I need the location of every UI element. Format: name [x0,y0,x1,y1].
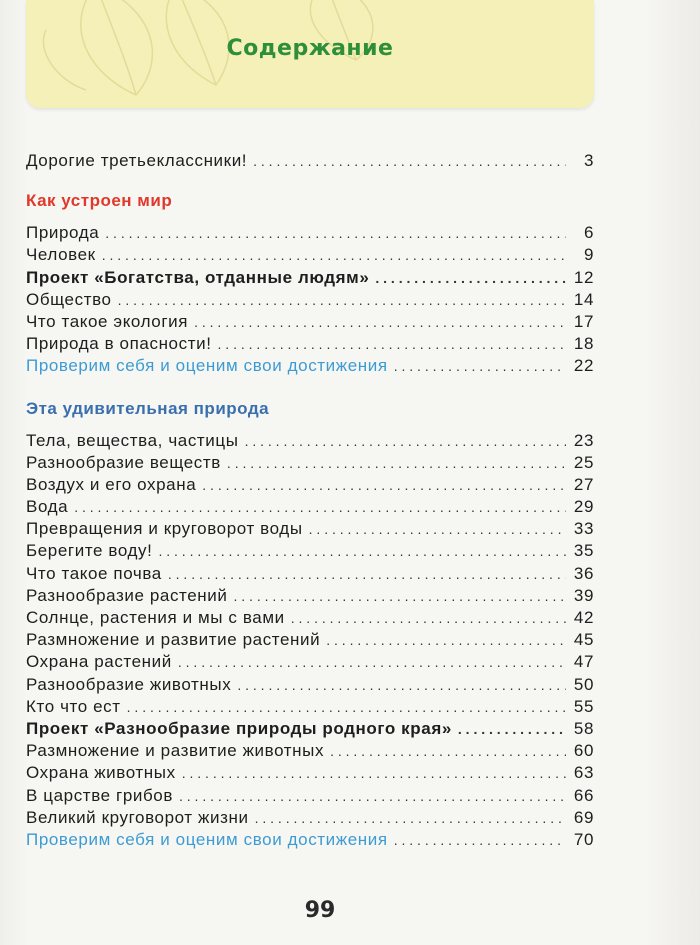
dot-leader [291,607,566,629]
toc-entry-label: В царстве грибов [26,785,173,805]
toc-entry [26,607,594,629]
section-heading-nature: Эта удивительная природа [26,398,270,418]
toc-entry [26,540,594,562]
toc-entry-page: 14 [573,289,594,309]
dot-leader [237,674,566,696]
toc-entry-label: Разнообразие веществ [26,452,221,472]
toc-entry-label: Охрана растений [26,652,172,672]
dot-leader [227,452,566,474]
dot-leader [202,474,566,496]
toc-entry-page: 29 [573,497,594,517]
toc-entry-label: Природа в опасности! [26,334,212,354]
dot-leader [394,829,566,851]
dot-leader [194,311,566,333]
toc-entry [26,452,594,474]
toc-entry [26,333,594,355]
toc-entry-intro [26,150,594,172]
toc-entry-label: Разнообразие животных [26,674,232,694]
toc-entry-review [26,829,594,851]
dot-leader [178,651,566,673]
toc-entry-project [26,718,594,740]
page-number: 99 [304,898,336,923]
toc-entry [26,518,594,540]
toc-entry-page: 27 [573,474,594,494]
dot-leader [255,807,566,829]
section-heading-world: Как устроен мир [26,191,173,211]
toc-entry-page: 33 [573,519,594,539]
dot-leader [253,150,566,172]
toc-entry-label: Великий круговорот жизни [26,807,249,827]
dot-leader [309,518,566,540]
toc-entry-page: 22 [573,356,594,376]
dot-leader [102,244,566,266]
toc-entry-page: 70 [573,829,594,849]
toc-entry [26,785,594,807]
toc-entry [26,696,594,718]
toc-entry [26,430,594,452]
toc-entry-label: Солнце, растения и мы с вами [26,608,285,627]
toc-entry [26,629,594,651]
toc-entry [26,740,594,762]
dot-leader [127,696,566,718]
toc-entry [26,244,594,266]
header-band [26,0,594,108]
toc-entry-label: Проверим себя и оценим свои достижения [26,356,388,376]
toc-entry [26,807,594,829]
toc-entry-label: Размножение и развитие животных [26,741,325,761]
dot-leader [168,563,566,585]
dot-leader [218,333,566,355]
toc-entry [26,585,594,607]
toc-entry [26,222,594,244]
toc-entry [26,651,594,673]
toc-entry-label: Общество [26,289,112,309]
toc-entry-page: 36 [573,563,594,583]
section-nature-entries [26,430,594,852]
toc-entry [26,563,594,585]
toc-entry-label: Что такое экология [26,311,189,331]
toc-entry-page: 12 [573,267,594,287]
dot-leader [326,629,566,651]
toc-entry [26,289,594,311]
page-title: Содержание [226,36,394,61]
toc-entry-review [26,355,594,377]
toc-entry-label: Вода [26,497,69,517]
toc-entry [26,496,594,518]
toc-entry-page: 45 [573,630,594,650]
toc-entry-page: 42 [573,608,594,627]
toc-entry-page: 6 [583,223,594,243]
toc-entry-page: 9 [583,245,594,265]
toc-entry-project [26,267,594,289]
toc-entry-page: 3 [583,151,594,170]
toc-entry-page: 47 [573,652,594,672]
toc-entry-page: 39 [573,585,594,605]
toc-entry-label: Человек [26,245,96,265]
toc-entry-page: 60 [573,741,594,761]
dot-leader [394,355,566,377]
dot-leader [118,289,566,311]
dot-leader [458,718,566,740]
toc-entry [26,311,594,333]
toc-entry-page: 25 [573,452,594,472]
toc-entry-page: 35 [573,541,594,561]
toc-entry-page: 66 [573,785,594,805]
toc-entry-label: Проверим себя и оценим свои достижения [26,829,388,849]
toc-entry-label: Превращения и круговорот воды [26,519,303,539]
toc-entry-label: Проект «Богатства, отданные людям» [26,267,370,287]
toc-entry [26,762,594,784]
dot-leader [158,540,566,562]
dot-leader [105,222,566,244]
toc-entry-label: Охрана животных [26,763,176,783]
dot-leader [182,762,566,784]
dot-leader [245,430,566,452]
table-of-contents [26,150,594,851]
toc-entry-label: Что такое почва [26,563,162,583]
toc-entry-page: 17 [573,311,594,331]
toc-entry-page: 18 [573,334,594,354]
toc-entry-page: 55 [573,696,594,716]
dot-leader [375,267,566,289]
toc-entry-page: 58 [573,718,594,738]
dot-leader [74,496,566,518]
toc-entry-page: 50 [573,674,594,694]
toc-entry-label: Воздух и его охрана [26,474,197,494]
toc-entry-label: Тела, вещества, частицы [26,430,239,450]
toc-entry-page: 63 [573,763,594,783]
toc-entry-label: Берегите воду! [26,541,153,561]
toc-entry-label: Природа [26,223,100,243]
toc-entry-label: Проект «Разнообразие природы родного края» [26,718,452,738]
dot-leader [179,785,566,807]
toc-entry-page: 69 [573,807,594,827]
toc-entry [26,674,594,696]
toc-entry-label: Кто что ест [26,696,121,716]
toc-entry-label: Размножение и развитие растений [26,630,321,650]
toc-entry [26,474,594,496]
section-world-entries [26,222,594,377]
toc-entry-label: Дорогие третьеклассники! [26,151,248,170]
toc-entry-label: Разнообразие растений [26,585,228,605]
dot-leader [234,585,567,607]
toc-entry-page: 23 [573,430,594,450]
dot-leader [330,740,566,762]
